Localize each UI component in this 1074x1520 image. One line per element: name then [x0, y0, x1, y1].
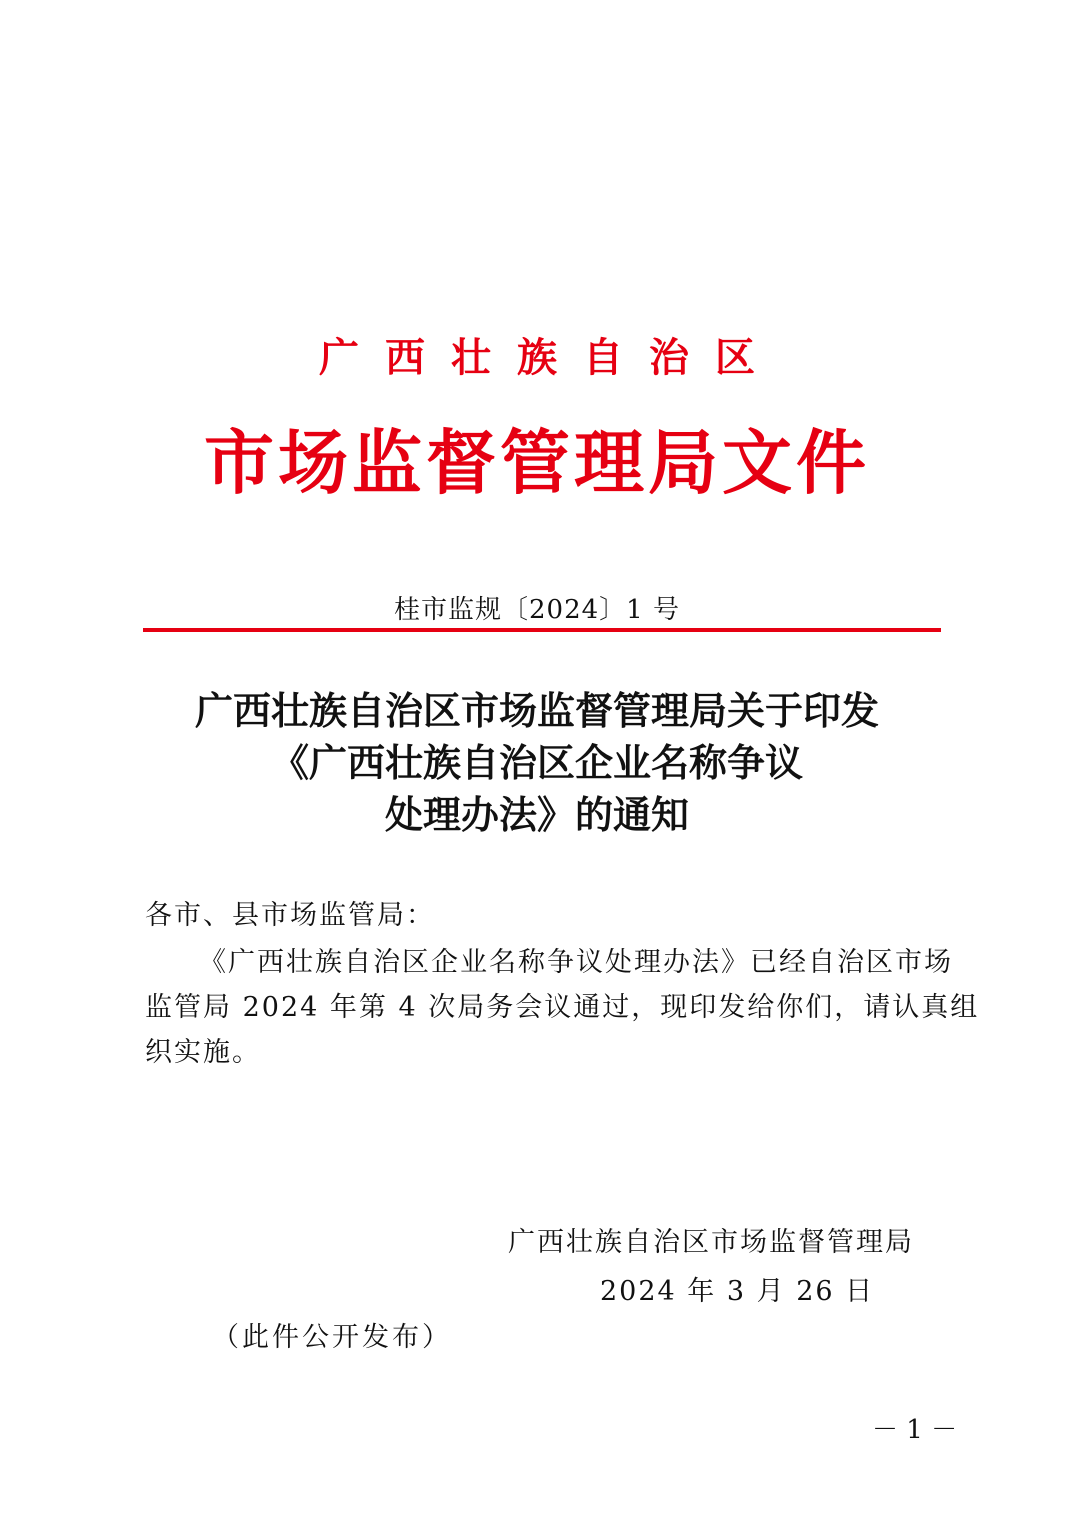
body-line: 监管局 2024 年第 4 次局务会议通过，现印发给你们，请认真组 — [145, 992, 980, 1023]
title-line: 《广西壮族自治区企业名称争议 — [270, 740, 803, 785]
red-separator-line — [143, 628, 941, 632]
signing-organization: 广西壮族自治区市场监督管理局 — [508, 1227, 914, 1258]
document-type-heading: 市场监督管理局文件 — [204, 421, 870, 504]
body-line: 《广西壮族自治区企业名称争议处理办法》已经自治区市场 — [199, 947, 953, 978]
disclosure-note: （此件公开发布） — [212, 1322, 452, 1353]
issuer-name: 广西壮族自治区 — [319, 334, 781, 381]
title-line: 广西壮族自治区市场监督管理局关于印发 — [194, 688, 879, 733]
signing-date: 2024 年 3 月 26 日 — [600, 1276, 875, 1307]
body-line: 织实施。 — [145, 1037, 261, 1068]
body-paragraph — [145, 940, 980, 1075]
page-number: － 1 － — [872, 1415, 958, 1445]
title-line: 处理办法》的通知 — [384, 792, 689, 837]
salutation: 各市、县市场监管局： — [145, 900, 435, 931]
document-title — [0, 685, 1074, 841]
document-number: 桂市监规〔2024〕1 号 — [394, 595, 680, 625]
